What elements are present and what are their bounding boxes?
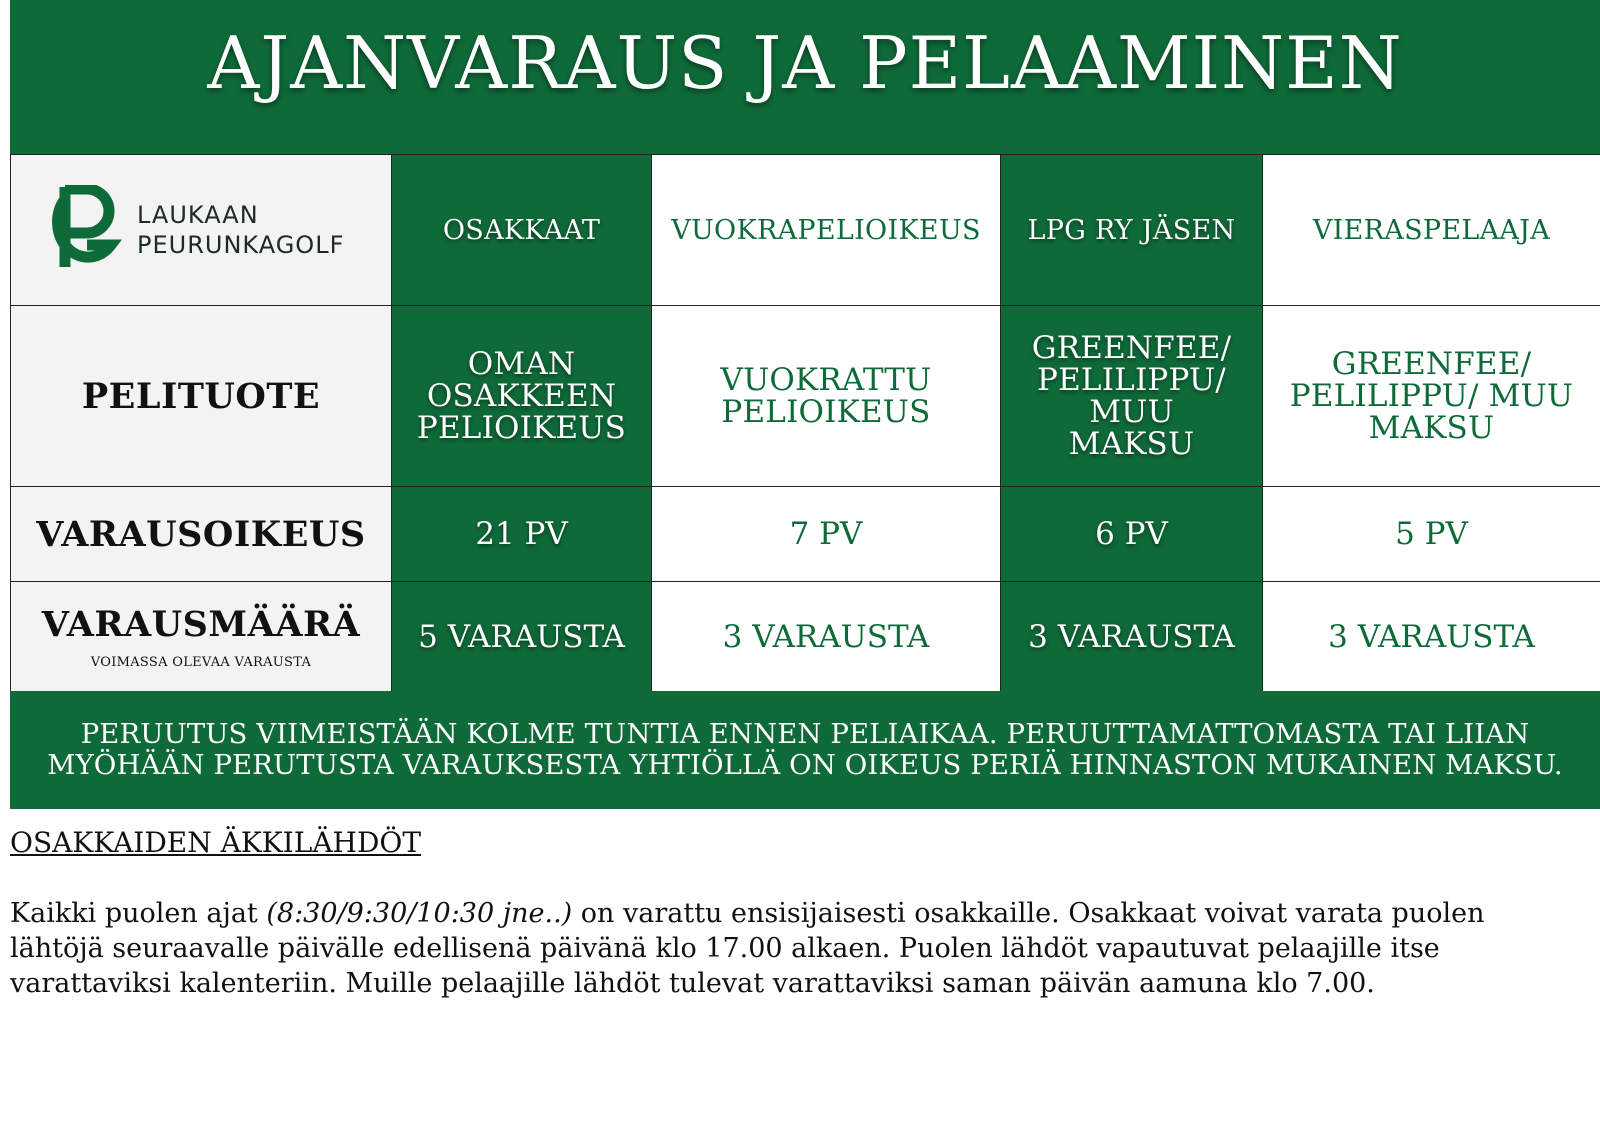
title-banner xyxy=(10,0,1600,154)
varausoikeus-vieraspelaaja xyxy=(1263,487,1600,582)
logo-line-2: PEURUNKAGOLF xyxy=(137,231,345,259)
notice-line-1: PERUUTUS VIIMEISTÄÄN KOLME TUNTIA ENNEN PELIAIKAA. PERUUTTAMATTOMASTA TAI LIIAN xyxy=(80,718,1530,750)
pelituote-vuokrapelioikeus xyxy=(652,306,1001,487)
varausoikeus-lpg-ry-jasen xyxy=(1001,487,1263,582)
notice-line-2: MYÖHÄÄN PERUTUSTA VARAUKSESTA YHTIÖLLÄ ON OIKEUS PERIÄ HINNASTON MUKAINEN MAKSU. xyxy=(47,749,1563,781)
cell-line: PELIOIKEUS xyxy=(721,394,931,430)
cell-value: 5 VARAUSTA xyxy=(418,618,625,655)
cell-value: 6 PV xyxy=(1095,516,1168,552)
column-header-vuokrapelioikeus xyxy=(652,155,1001,306)
body-text-times: (8:30/9:30/10:30 jne..) xyxy=(266,898,573,929)
column-header-lpg-ry-jasen xyxy=(1001,155,1263,306)
cell-line: GREENFEE/ xyxy=(1031,330,1232,366)
row-label-text: VARAUSOIKEUS xyxy=(36,513,366,555)
cell-value: 3 VARAUSTA xyxy=(722,618,930,655)
row-sublabel: VOIMASSA OLEVAA VARAUSTA xyxy=(90,654,312,670)
section-body-text xyxy=(10,896,1580,1001)
cell-line: MAKSU xyxy=(1368,410,1495,446)
column-header-label: OSAKKAAT xyxy=(442,214,601,246)
column-header-label: VIERASPELAAJA xyxy=(1312,214,1551,246)
row-label-text: VARAUSMÄÄRÄ xyxy=(41,603,361,645)
cell-line: OSAKKEEN xyxy=(426,378,617,414)
cell-line: GREENFEE/ xyxy=(1331,346,1532,382)
cell-line: PELILIPPU/ MUU xyxy=(1037,362,1226,430)
body-text-start: Kaikki puolen ajat xyxy=(10,898,267,929)
column-header-label: VUOKRAPELIOIKEUS xyxy=(671,214,981,246)
cell-value: 3 VARAUSTA xyxy=(1028,618,1235,655)
cell-line: OMAN xyxy=(467,346,576,382)
golf-logo-icon xyxy=(37,185,123,275)
cell-line: VUOKRATTU xyxy=(720,362,932,398)
varausoikeus-vuokrapelioikeus xyxy=(652,487,1001,582)
varausmaara-vuokrapelioikeus xyxy=(652,582,1001,692)
varausmaara-lpg-ry-jasen xyxy=(1001,582,1263,692)
cell-value: 21 PV xyxy=(475,516,568,552)
row-label-varausoikeus xyxy=(11,487,392,582)
cell-line: PELILIPPU/ MUU xyxy=(1289,378,1574,414)
pelituote-vieraspelaaja xyxy=(1263,306,1600,487)
cell-line: MAKSU xyxy=(1068,426,1195,462)
booking-table xyxy=(10,154,1600,692)
logo-line-1: LAUKAAN xyxy=(137,201,259,229)
row-label-varausmaara xyxy=(11,582,392,692)
cell-value: 3 VARAUSTA xyxy=(1328,618,1535,655)
cell-value: 7 PV xyxy=(789,516,863,552)
pelituote-lpg-ry-jasen xyxy=(1001,306,1263,487)
cell-value: 5 PV xyxy=(1395,516,1468,552)
column-header-osakkaat xyxy=(392,155,652,306)
row-label-text: PELITUOTE xyxy=(81,375,321,417)
varausoikeus-osakkaat xyxy=(392,487,652,582)
varausmaara-osakkaat xyxy=(392,582,652,692)
logo-text xyxy=(137,200,344,260)
cancellation-notice xyxy=(10,691,1600,809)
row-label-pelituote xyxy=(11,306,392,487)
notice-text xyxy=(45,719,1565,781)
pelituote-osakkaat xyxy=(392,306,652,487)
cell-line: PELIOIKEUS xyxy=(416,410,627,446)
column-header-label: LPG RY JÄSEN xyxy=(1027,214,1236,246)
varausmaara-vieraspelaaja xyxy=(1263,582,1600,692)
page-title: AJANVARAUS JA PELAAMINEN xyxy=(207,21,1403,105)
section-title: OSAKKAIDEN ÄKKILÄHDÖT xyxy=(10,826,422,859)
column-header-vieraspelaaja xyxy=(1263,155,1600,306)
logo-cell xyxy=(11,155,392,306)
body-text-rest: on varattu ensisijaisesti osakkaille. Osakkaat voivat varata puolen lähtöjä seuraavalle päivälle edellisenä päivänä klo 17.00 alkaen. Puolen lähdöt vapautuvat pelaajille itse varattaviksi kalenteriin. Muille pelaajille lähdöt tulevat varattaviksi saman päivän aamuna klo 7.00. xyxy=(10,898,1485,999)
